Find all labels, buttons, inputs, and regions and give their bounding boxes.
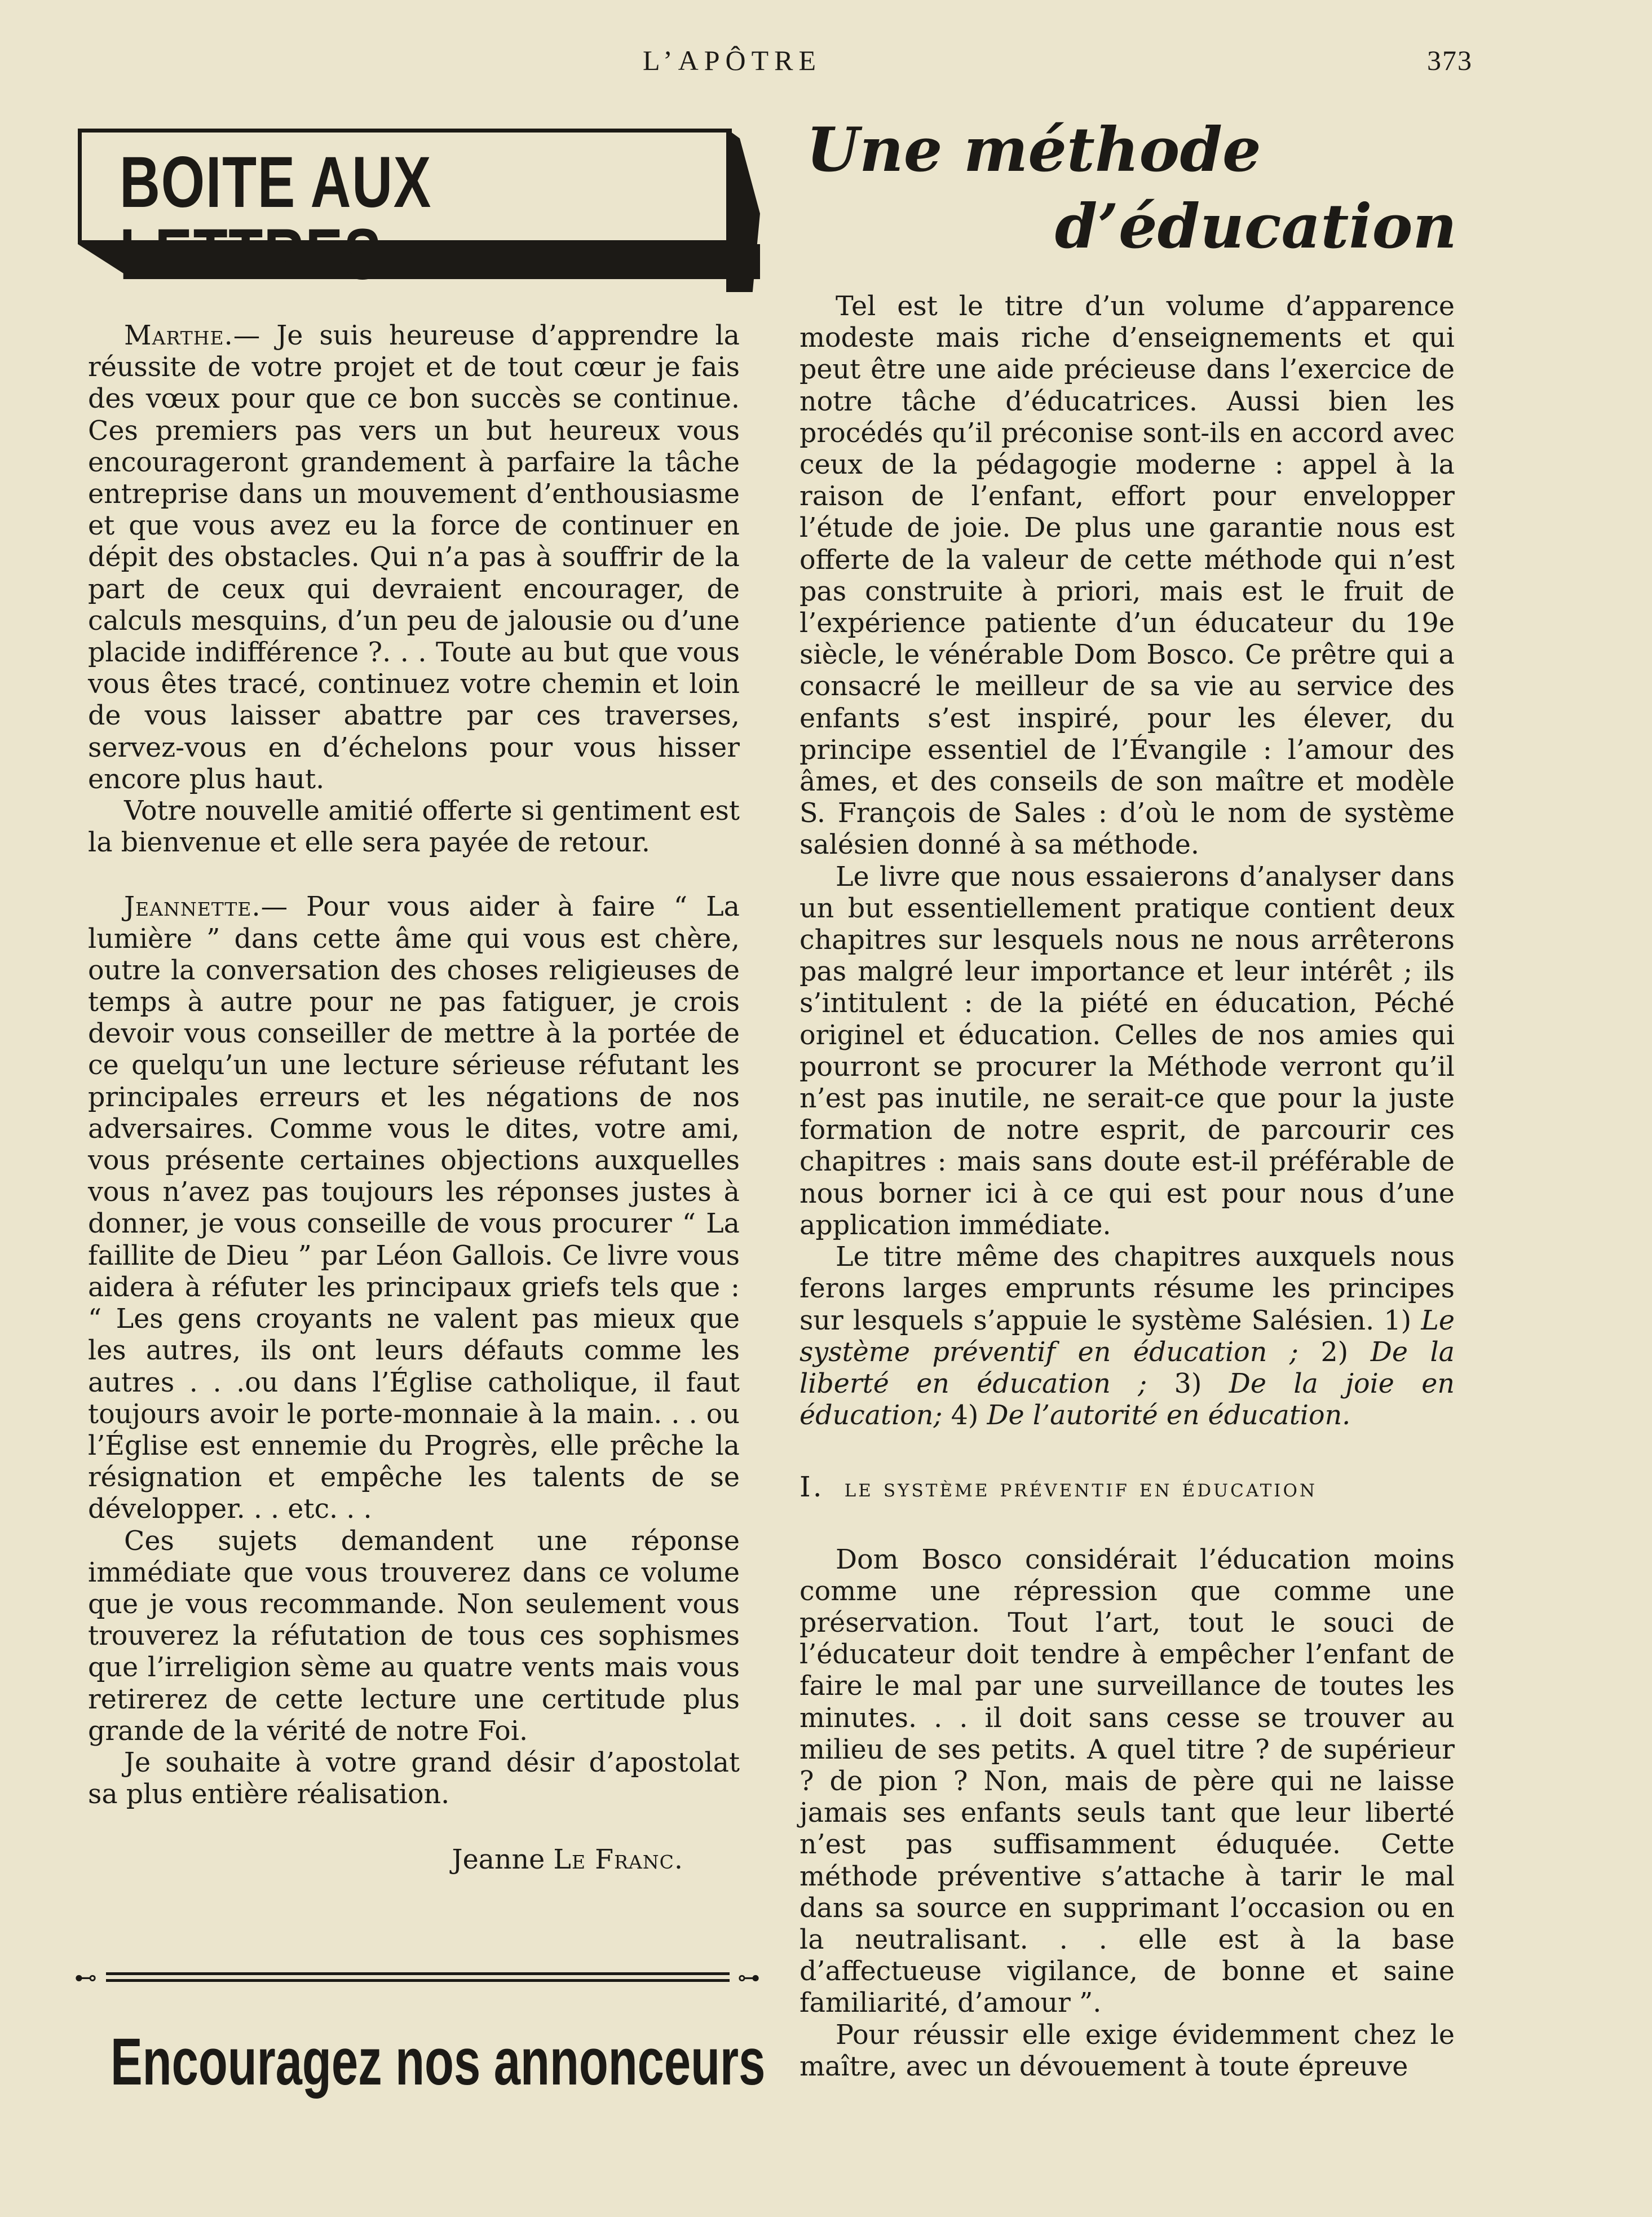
chapter-number: 4) bbox=[951, 1400, 979, 1432]
page-number: 373 bbox=[1427, 45, 1473, 76]
advertisers-banner: Encouragez nos annonceurs bbox=[111, 2025, 766, 2099]
running-head bbox=[0, 44, 1652, 83]
letter-paragraph: Je souhaite à votre grand désir d’apostolat sa plus entière réalisation. bbox=[88, 1747, 740, 1810]
letter-paragraph: Votre nouvelle amitié offerte si gentiment est la bienvenue et elle sera payée de retour. bbox=[88, 796, 740, 859]
letter-recipient: Jeannette. bbox=[124, 891, 261, 923]
letters-banner bbox=[74, 129, 762, 295]
article-title-line-1: Une méthode bbox=[806, 114, 1261, 186]
ornament-left-icon: ⊷ bbox=[74, 1965, 97, 1991]
ornament-right-icon: ⊶ bbox=[737, 1965, 760, 1991]
chapter-title: Le système préventif en éducation ; bbox=[800, 1305, 1455, 1368]
article-paragraph: Dom Bosco considérait l’éducation moins comme une répression que comme une préservation. Tout l’art, tout le souci de l’éducateur doit tendre à empêcher l’enfant de faire le mal par une surveillance de toutes les minutes. . . il doit sans cesse se trouver au milieu de ses petits. A quel titre ? de supérieur ? de pion ? Non, mais de père qui ne laisse jamais ses enfants seuls tant que leur liberté n’est pas suffisamment éduquée. Cette méthode préventive s’attache à tarir le mal dans sa source en supprimant l’occasion ou en la neutralisant. . . elle est à la base d’affectueuse vigilance, de bonne et saine familiarité, d’amour ”. bbox=[800, 1544, 1455, 2019]
article-title bbox=[806, 108, 1460, 272]
banner-text: BOITE AUX LETTRES bbox=[120, 142, 432, 295]
chapter-title: De la liberté en éducation ; bbox=[800, 1336, 1455, 1399]
article-paragraph: Pour réussir elle exige évidemment chez le maître, avec un dévouement à toute épreuve bbox=[800, 2019, 1455, 2082]
letter-text: — Je suis heureuse d’apprendre la réussite de votre projet et de tout cœur je fais des vœux pour que ce bon succès se continue. Ces premiers pas vers un but heureux vous encourageront grandement à parfaire la tâche entreprise dans un mouvement d’enthousiasme et que vous avez eu la force de continuer en dépit des obstacles. Qui n’a pas à souffrir de la part de ceux qui devraient encourager, de calculs mesquins, d’un peu de jalousie ou d’une placide indifférence ?. . . Toute au but que vous vous êtes tracé, continuez votre chemin et loin de vous laisser abattre par ces traverses, servez-vous en d’échelons pour vous hisser encore plus haut. bbox=[88, 320, 740, 795]
article-paragraph: Le livre que nous essaierons d’analyser dans un but essentiellement pratique contient deux chapitres sur lesquels nous ne nous arrêterons pas malgré leur importance et leur intérêt ; ils s’intitulent : de la piété en éducation, Péché originel et éducation. Celles de nos amies qui pourront se procurer la Méthode verront qu’il n’est pas inutile, ne serait-ce que pour la juste formation de notre esprit, de parcourir ces chapitres : mais sans doute est-il préférable de nous borner ici à ce qui est pour nous d’une application immédiate. bbox=[800, 861, 1455, 1241]
article-column bbox=[800, 291, 1455, 2083]
section-number: I. bbox=[800, 1470, 824, 1504]
letter-marthe bbox=[88, 320, 740, 796]
letter-jeannette bbox=[88, 891, 740, 1525]
section-heading bbox=[800, 1471, 1455, 1504]
signature-last: Le Franc. bbox=[553, 1844, 683, 1876]
letter-paragraph: Ces sujets demandent une réponse immédiate que vous trouverez dans ce volume que je vous recommande. Non seulement vous trouverez la réfutation de tous ces sophismes que l’irreligion sème au quatre vents mais vous retirerez de cette lecture une certitude plus grande de la vérité de notre Foi. bbox=[88, 1525, 740, 1747]
signature-first: Jeanne bbox=[452, 1844, 554, 1876]
section-title: le système préventif en éducation bbox=[844, 1474, 1318, 1503]
letter-recipient: Marthe. bbox=[124, 320, 233, 351]
chapter-title: De la joie en éducation; bbox=[800, 1368, 1455, 1432]
article-paragraph: Tel est le titre d’un volume d’apparence modeste mais riche d’enseignements et qui peut être une aide précieuse dans l’exercice de notre tâche d’éducatrices. Aussi bien les procédés qu’il préconise sont-ils en accord avec ceux de la pédagogie moderne : appel à la raison de l’enfant, effort pour envelopper l’étude de joie. De plus une garantie nous est offerte de la valeur de cette méthode qui n’est pas construite à priori, mais est le fruit de l’expérience patiente d’un éducateur du 19e siècle, le vénérable Dom Bosco. Ce prêtre qui a consacré le meilleur de sa vie au service des enfants s’est inspiré, pour les élever, du principe essentiel de l’Évangile : l’amour des âmes, et des conseils de son maître et modèle S. François de Sales : d’où le nom de système salésien donné à sa méthode. bbox=[800, 291, 1455, 861]
ornamental-divider bbox=[74, 1967, 760, 1989]
chapter-number: 2) bbox=[1320, 1336, 1349, 1368]
divider-rule bbox=[106, 1972, 730, 1975]
letters-column bbox=[88, 320, 740, 1876]
chapter-number: 3) bbox=[1174, 1368, 1202, 1399]
article-text: Le titre même des chapitres auxquels nous ferons larges emprunts résume les principes sur lesquels s’appuie le système Salésien. bbox=[800, 1242, 1455, 1336]
article-title-line-2: d’éducation bbox=[1054, 191, 1457, 262]
divider-rule bbox=[106, 1979, 730, 1982]
letter-text: — Pour vous aider à faire “ La lumière ” dans cette âme qui vous est chère, outre la conversation des choses religieuses de temps à autre pour ne pas fatiguer, je crois devoir vous conseiller de mettre à la portée de ce quelqu’un une lecture sérieuse réfutant les principales erreurs et les négations de nos adversaires. Comme vous le dites, votre ami, vous présente certaines objections auxquelles vous n’avez pas toujours les réponses justes à donner, je vous conseille de vous procurer “ La faillite de Dieu ” par Léon Gallois. Ce livre vous aidera à réfuter les principaux griefs tels que : “ Les gens croyants ne valent pas mieux que les autres, ils ont leurs défauts comme les autres . . .ou dans l’Église catholique, il faut toujours avoir le porte-monnaie à la main. . . ou l’Église est ennemie du Progrès, elle prêche la résignation et empêche les talents de se développer. . . etc. . . bbox=[88, 891, 740, 1525]
signature bbox=[88, 1844, 683, 1876]
magazine-title: L’APÔTRE bbox=[643, 45, 822, 76]
chapter-title: De l’autorité en éducation. bbox=[987, 1400, 1351, 1432]
chapter-number: 1) bbox=[1384, 1305, 1412, 1336]
article-paragraph bbox=[800, 1242, 1455, 1432]
